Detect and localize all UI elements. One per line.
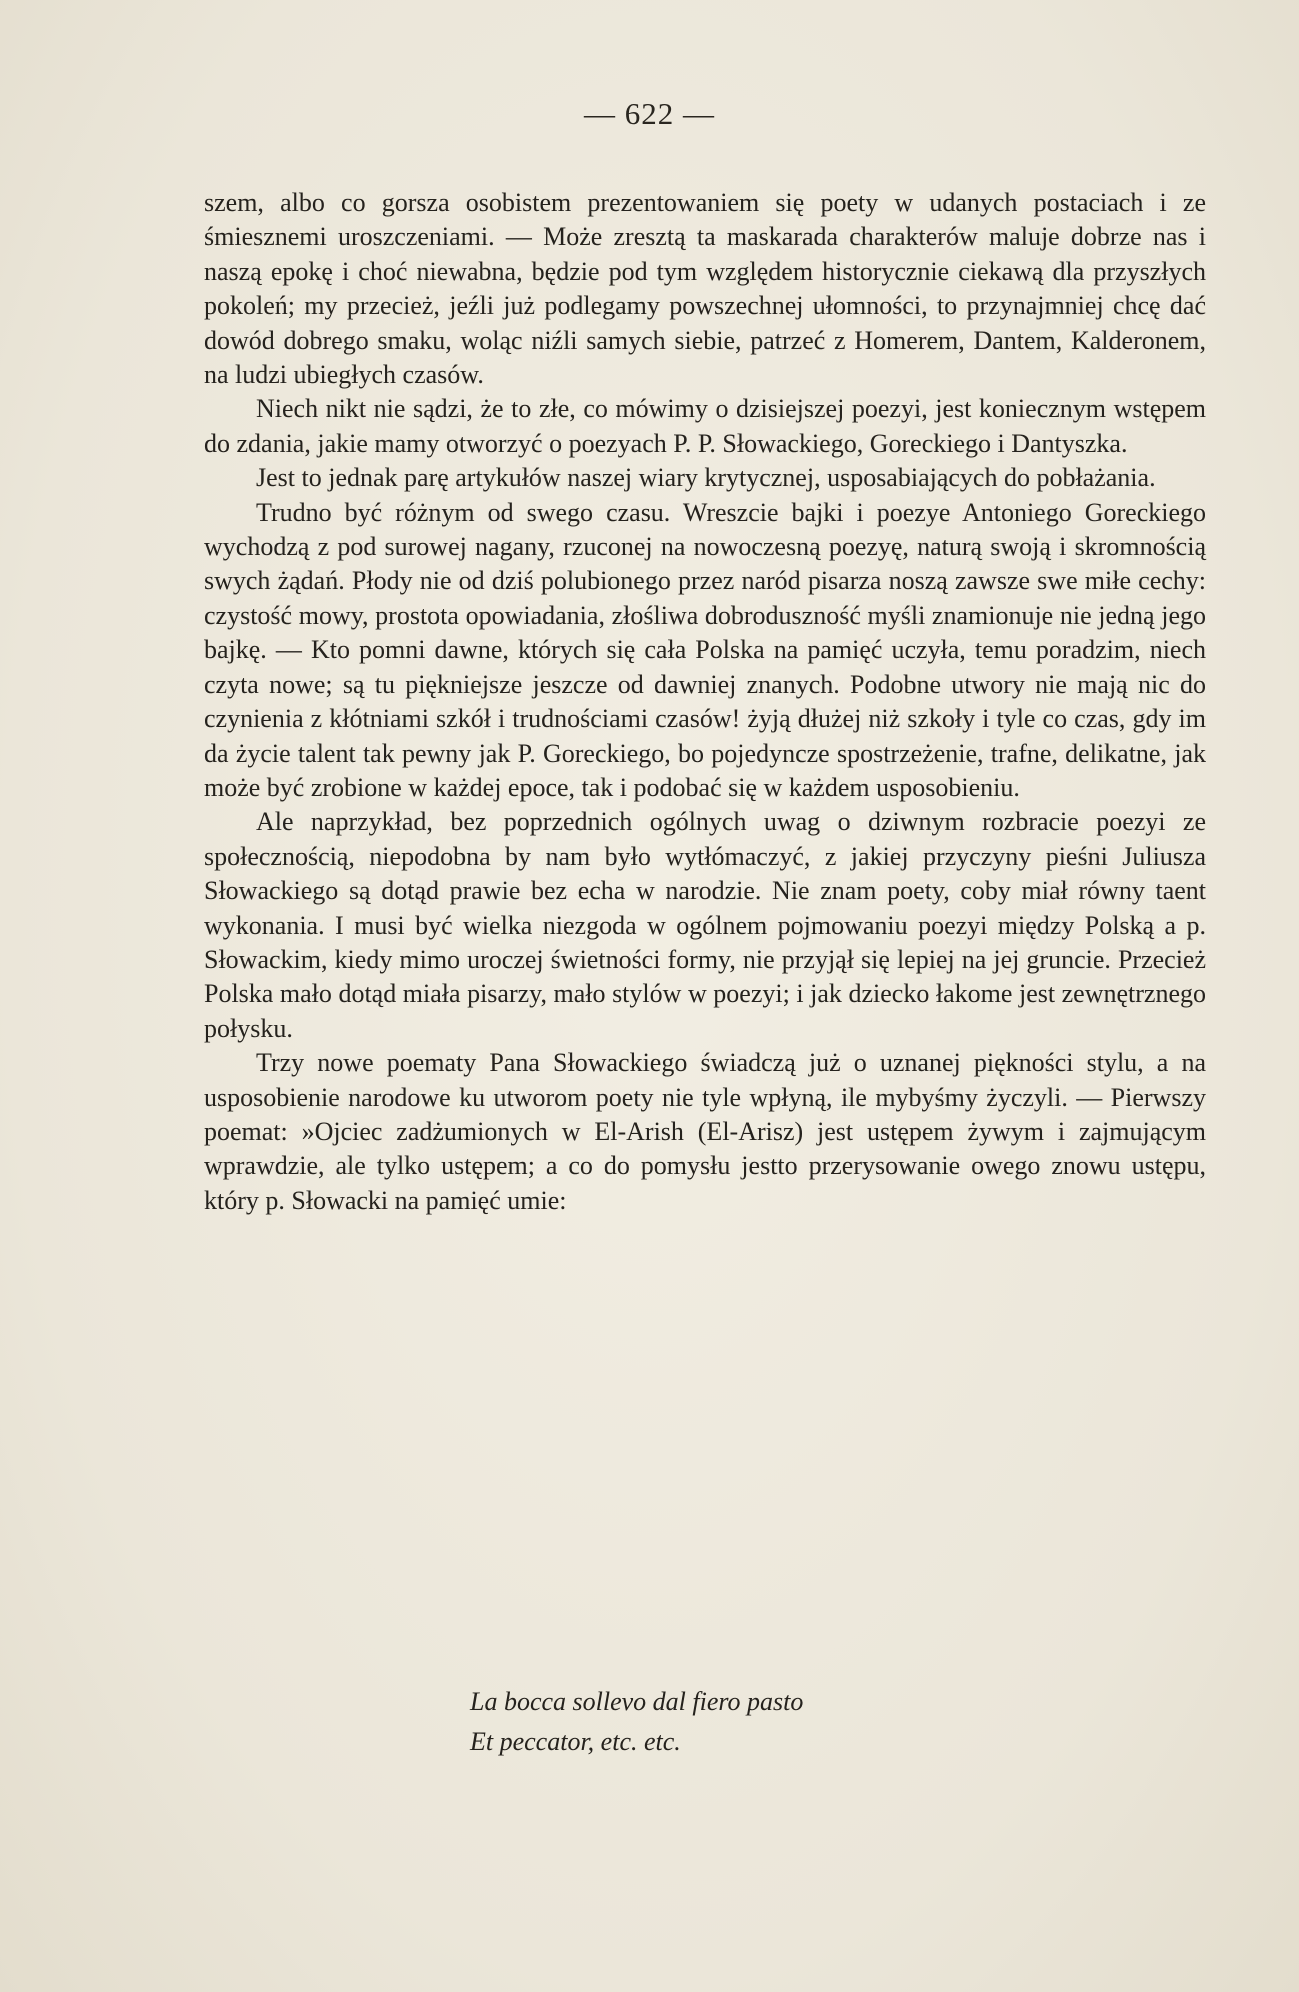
quoted-verse [470, 1682, 1070, 1762]
page-number: — 622 — [584, 96, 715, 131]
verse-line-1: La bocca sollevo dal fiero pasto [470, 1687, 804, 1716]
paragraph-3: Jest to jednak parę artykułów naszej wiary krytycznej, usposabiających do pobłażania. [256, 463, 1156, 493]
paragraph-4: Trudno być różnym od swego czasu. Wreszcie bajki i poezye Antoniego Goreckiego wychodzą z pod surowej nagany, rzuconej na nowoczesną poezyę, naturą swoją i skromnością swych żądań. Płody nie od dziś polubionego przez naród pisarza noszą zawsze swe miłe cechy: czystość mowy, prostota opowiadania, złośliwa dobroduszność myśli znamionuje nie jedną jego bajkę. — Kto pomni dawne, których się cała Polska na pamięć uczyła, temu poradzim, niech czyta nowe; są tu piękniejsze jeszcze od dawniej znanych. Podobne utwory nie mają nic do czynienia z kłótniami szkół i trudnościami czasów! żyją dłużej niż szkoły i tyle co czas, gdy im da życie talent tak pewny jak P. Goreckiego, bo pojedyncze spostrzeżenie, trafne, delikatne, jak może być zrobione w każdej epoce, tak i podobać się w każdem usposobieniu. [204, 497, 1206, 802]
body-text [204, 186, 1206, 1218]
paragraph-1: szem, albo co gorsza osobistem prezentowaniem się poety w udanych postaciach i ze śmiesznemi uroszczeniami. — Może zresztą ta maskarada charakterów maluje dobrze nas i naszą epokę i choć niewabna, będzie pod tym względem historycznie ciekawą dla przyszłych pokoleń; my przecież, jeźli już podlegamy powszechnej ułomności, to przynajmniej chcę dać dowód dobrego smaku, woląc niźli samych siebie, patrzeć z Homerem, Dantem, Kalderonem, na ludzi ubiegłych czasów. [204, 188, 1206, 390]
paragraph-6: Trzy nowe poematy Pana Słowackiego świadczą już o uznanej piękności stylu, a na usposobienie narodowe ku utworom poety nie tyle wpłyną, ile mybyśmy życzyli. — Pierwszy poemat: »Ojciec zadżumionych w El-Arish (El-Arisz) jest ustępem żywym i zajmującym wprawdzie, ale tylko ustępem; a co do pomysłu jestto przerysowanie owego znowu ustępu, który p. Słowacki na pamięć umie: [204, 1048, 1206, 1215]
paragraph-5: Ale naprzykład, bez poprzednich ogólnych uwag o dziwnym rozbracie poezyi ze społecznością, niepodobna by nam było wytłómaczyć, z jakiej przyczyny pieśni Juliusza Słowackiego są dotąd prawie bez echa w narodzie. Nie znam poety, coby miał równy taent wykonania. I musi być wielka niezgoda w ogólnem pojmowaniu poezyi między Polską a p. Słowackim, kiedy mimo uroczej świetności formy, nie przyjął się lepiej na jej gruncie. Przecież Polska mało dotąd miała pisarzy, mało stylów w poezyi; i jak dziecko łakome jest zewnętrznego połysku. [204, 807, 1206, 1043]
paragraph-2: Niech nikt nie sądzi, że to złe, co mówimy o dzisiejszej poezyi, jest koniecznym wstępem do zdania, jakie mamy otworzyć o poezyach P. P. Słowackiego, Goreckiego i Dantyszka. [204, 394, 1206, 458]
verse-line-2: Et peccator, etc. etc. [470, 1727, 681, 1756]
